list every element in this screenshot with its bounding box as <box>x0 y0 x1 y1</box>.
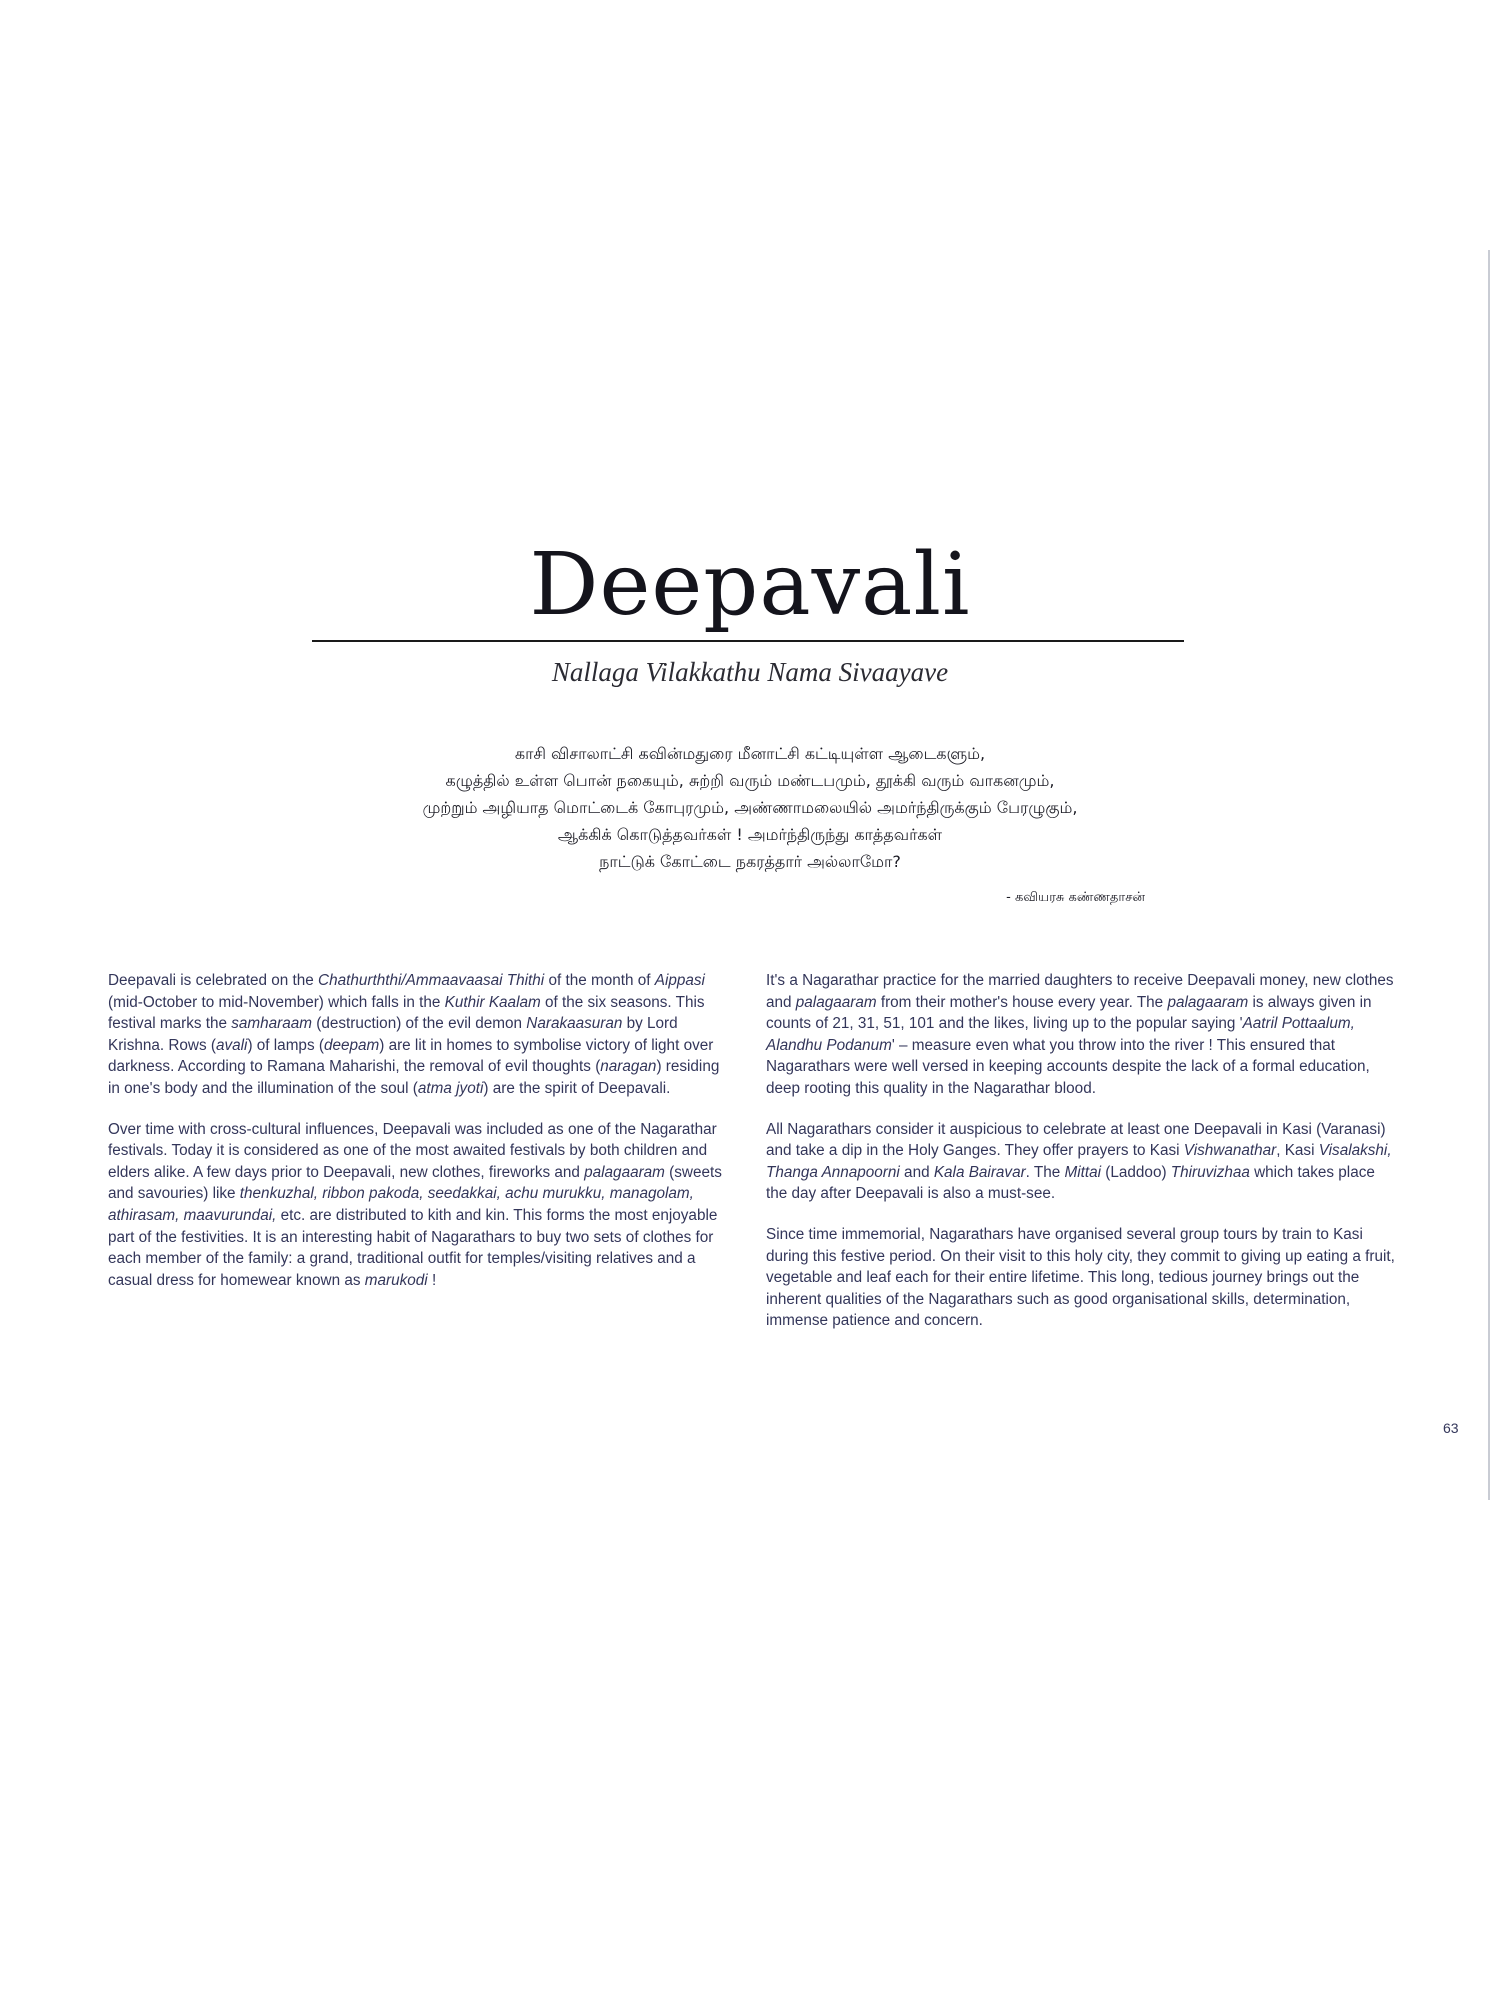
italic-term: Visalakshi, Thanga Annapoorni <box>766 1142 1392 1181</box>
italic-term: Aippasi <box>654 972 705 989</box>
italic-term: Mittai <box>1064 1163 1102 1181</box>
italic-term: Vishwanathar <box>1183 1142 1277 1160</box>
italic-term: palagaaram <box>795 993 877 1011</box>
italic-term: atma jyoti <box>417 1079 484 1097</box>
italic-term: palagaaram <box>584 1163 665 1181</box>
left-column <box>108 970 733 1310</box>
italic-term: samharaam <box>231 1015 313 1033</box>
italic-term: deepam <box>323 1036 380 1054</box>
italic-term: avali <box>215 1036 248 1054</box>
italic-term: thenkuzhal, ribbon pakoda, seedakkai, achu murukku, managolam, athirasam, maavurundai, <box>108 1185 694 1224</box>
italic-term: naragan <box>600 1058 657 1076</box>
page-number: 63 <box>1443 1420 1459 1436</box>
body-paragraph: Since time immemorial, Nagarathars have organised several group tours by train to Kasi during this festive period. On their visit to this holy city, they commit to giving up eating a fruit, vegetable and leaf each for their entire lifetime. This long, tedious journey brings out the inherent qualities of the Nagarathars such as good organisational skills, determination, immense patience and concern. <box>766 1225 1395 1330</box>
page-subtitle: Nallaga Vilakkathu Nama Sivaayave <box>551 657 949 687</box>
italic-term: Aatril Pottaalum, Alandhu Podanum <box>766 1015 1355 1054</box>
italic-term: Narakaasuran <box>526 1015 623 1033</box>
body-paragraph: Over time with cross-cultural influences, Deepavali was included as one of the Nagarathar festivals. Today it is considered as one of the most awaited festivals by both children and elders alike. A few days prior to Deepavali, new clothes, fireworks and palagaaram (sweets and savouries) like thenkuzhal, ribbon pakoda, seedakkai, achu murukku, managolam, athirasam, maavurundai, etc. are distributed to kith and kin. This forms the most enjoyable part of the festivities. It is an interesting habit of Nagarathars to buy two sets of clothes for each member of the family: a grand, traditional outfit for temples/visiting relatives and a casual dress for homewear known as marukodi ! <box>108 1120 722 1289</box>
italic-term: Thiruvizhaa <box>1170 1163 1250 1181</box>
right-column <box>766 970 1396 1351</box>
page-edge-line <box>1488 250 1490 1500</box>
poem-line: காசி விசாலாட்சி கவின்மதுரை மீனாட்சி கட்டியுள்ள ஆடைகளும், <box>514 744 986 763</box>
poem-attribution: - கவியரசு கண்ணதாசன் <box>1006 890 1145 905</box>
italic-term: Kala Bairavar <box>933 1163 1026 1181</box>
poem-line: கழுத்தில் உள்ள பொன் நகையும், சுற்றி வரும் மண்டபமும், தூக்கி வரும் வாகனமும், <box>445 771 1055 790</box>
body-paragraph: All Nagarathars consider it auspicious to celebrate at least one Deepavali in Kasi (Varanasi) and take a dip in the Holy Ganges. They offer prayers to Kasi Vishwanathar, Kasi Visalakshi, Thanga Annapoorni and Kala Bairavar. The Mittai (Laddoo) Thiruvizhaa which takes place the day after Deepavali is also a must-see. <box>766 1120 1392 1203</box>
italic-term: Chathurththi/Ammaavaasai Thithi <box>318 972 545 989</box>
poem-line: முற்றும் அழியாத மொட்டைக் கோபுரமும், அண்ணாமலையில் அமர்ந்திருக்கும் பேரழுகும், <box>422 798 1078 817</box>
poem-line: நாட்டுக் கோட்டை நகரத்தார் அல்லாமோ? <box>599 852 901 871</box>
body-paragraph: Deepavali is celebrated on the Chathurththi/Ammaavaasai Thithi of the month of Aippasi (mid-October to mid-November) which falls in the Kuthir Kaalam of the six seasons. This festival marks the samharaam (destruction) of the evil demon Narakaasuran by Lord Krishna. Rows (avali) of lamps (deepam) are lit in homes to symbolise victory of light over darkness. According to Ramana Maharishi, the removal of evil thoughts (naragan) residing in one's body and the illumination of the soul (atma jyoti) are the spirit of Deepavali. <box>108 972 720 1097</box>
page-title: Deepavali <box>529 535 971 635</box>
italic-term: marukodi <box>364 1271 428 1289</box>
italic-term: palagaaram <box>1167 993 1249 1011</box>
italic-term: Kuthir Kaalam <box>444 993 541 1011</box>
tamil-poem <box>250 740 1250 875</box>
title-divider <box>312 640 1184 642</box>
body-paragraph: It's a Nagarathar practice for the married daughters to receive Deepavali money, new clothes and palagaaram from their mother's house every year. The palagaaram is always given in counts of 21, 31, 51, 101 and the likes, living up to the popular saying 'Aatril Pottaalum, Alandhu Podanum' – measure even what you throw into the river ! This ensured that Nagarathars were well versed in keeping accounts despite the lack of a formal education, deep rooting this quality in the Nagarathar blood. <box>766 972 1394 1097</box>
poem-line: ஆக்கிக் கொடுத்தவர்கள் ! அமர்ந்திருந்து காத்தவர்கள் <box>557 825 943 844</box>
